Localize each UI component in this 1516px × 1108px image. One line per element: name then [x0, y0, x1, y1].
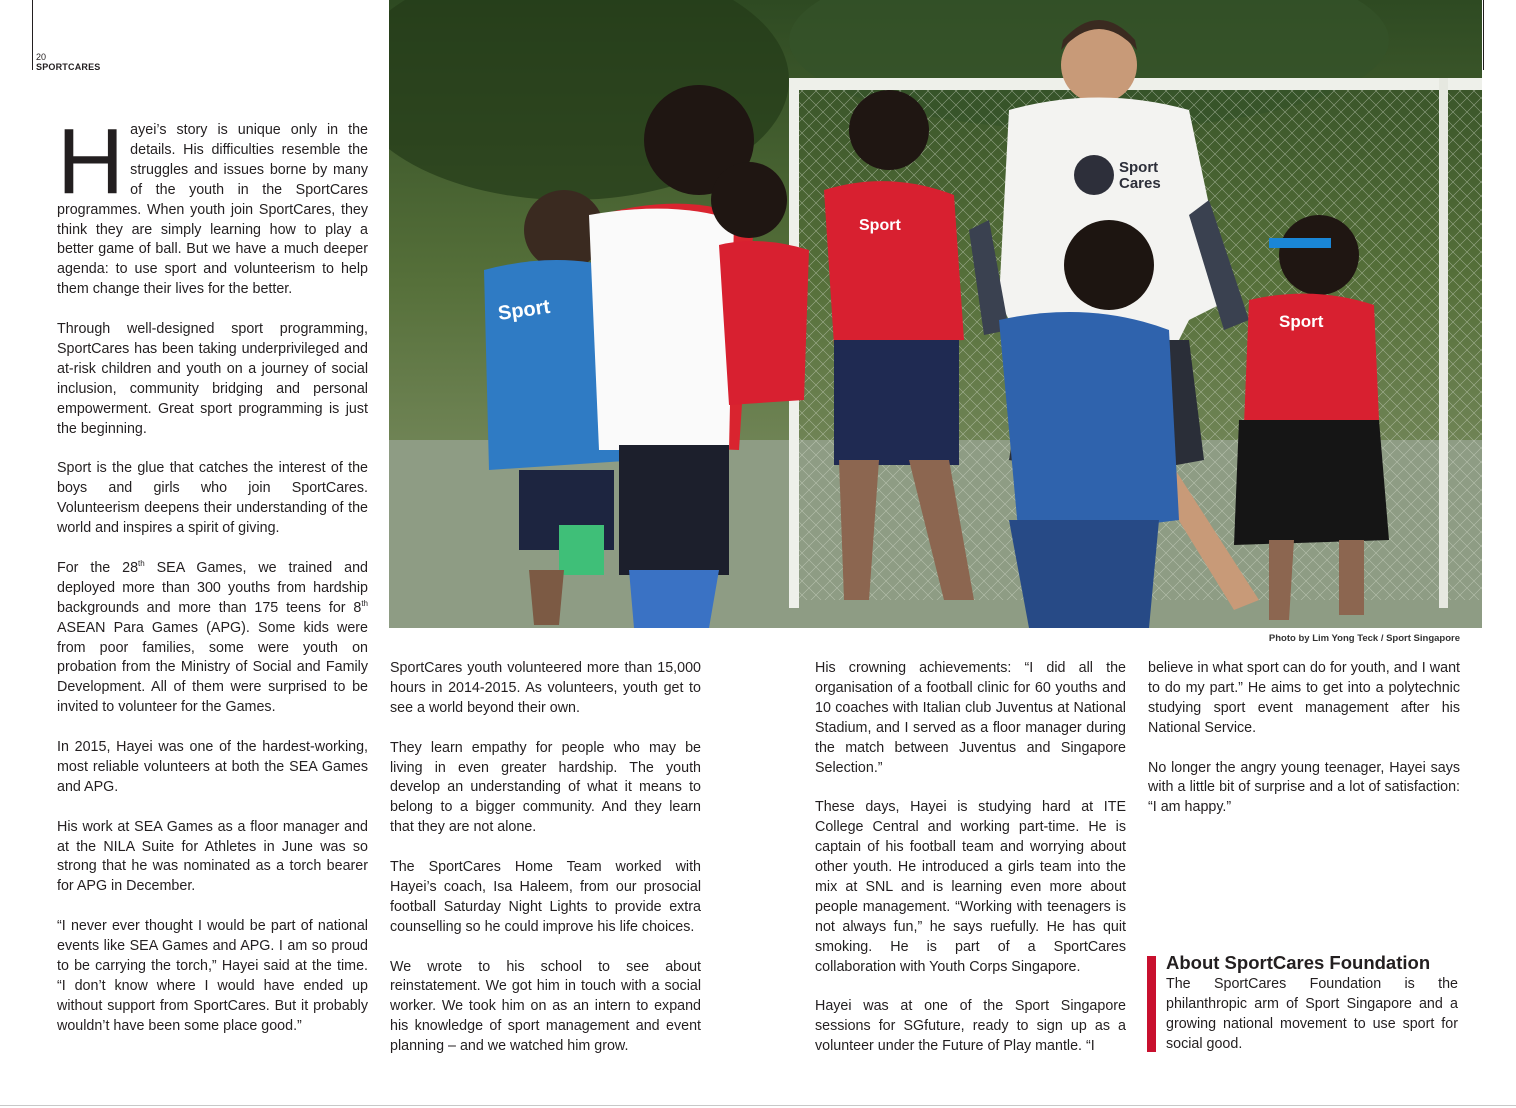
- shirt-text-blue: Sport: [496, 295, 552, 325]
- svg-text:Sport: Sport: [859, 217, 901, 234]
- article-column-3: [815, 659, 1126, 1077]
- about-body: The SportCares Foundation is the philanthropic arm of Sport Singapore and a growing national movement to use sport for social good.: [1166, 976, 1458, 1052]
- soccer-photo: [389, 0, 1482, 628]
- paragraph: In 2015, Hayei was one of the hardest-working, most reliable volunteers at both the SEA Games and APG.: [57, 739, 368, 795]
- section-name-left: SPORTCARES: [36, 62, 101, 72]
- shirt-text-coach-1: Sport: [1119, 159, 1159, 176]
- page-edge-right: [1483, 0, 1484, 70]
- page-edge-left: [32, 0, 33, 70]
- article-column-1: [57, 109, 368, 1056]
- shirt-text-red: Sport: [1279, 312, 1324, 331]
- about-heading: About SportCares Foundation: [1166, 952, 1431, 973]
- photo-credit: Photo by Lim Yong Teck / Sport Singapore: [1268, 633, 1460, 644]
- paragraph: No longer the angry young teenager, Hayei says with a little bit of surprise and a lot of satisfaction: “I am happy.”: [1148, 759, 1460, 816]
- paragraph: believe in what sport can do for youth, and I want to do my part.” He aims to get into a polytechnic studying sport event management after his National Service.: [1148, 660, 1460, 736]
- paragraph: Sport is the glue that catches the interest of the boys and girls who join SportCares. Volunteerism deepens their understanding of the world and inspires a spirit of giving.: [57, 460, 368, 537]
- shirt-text-coach-2: Cares: [1119, 175, 1161, 192]
- article-column-4: [1148, 659, 1460, 838]
- paragraph: For the 28th SEA Games, we trained and deployed more than 300 youths from hardship backgrounds and more than 175 teens for 8th ASEAN Para Games (APG). Some kids were from poor families, some were youth on probation from the Ministry of Social and Family Development. All of them were surprised to be invited to volunteer for the Games.: [57, 559, 368, 716]
- article-column-2: [390, 659, 701, 1077]
- paragraph: The SportCares Home Team worked with Hayei’s coach, Isa Haleem, from our prosocial football Saturday Night Lights to provide extra counselling so he could improve his life choices.: [390, 859, 701, 935]
- paragraph: They learn empathy for people who may be living in even greater hardship. The youth develop an understanding of what it means to belong to a bigger community. And they learn that they are not alone.: [390, 739, 701, 836]
- about-box: [1147, 952, 1459, 1052]
- paragraph: We wrote to his school to see about reinstatement. We got him in touch with a social worker. We took him on as an intern to expand his knowledge of sport management and event planning – and we watched him grow.: [390, 958, 701, 1055]
- paragraph: His work at SEA Games as a floor manager and at the NILA Suite for Athletes in June was so strong that he was nominated as a torch bearer for APG in December.: [57, 818, 368, 895]
- folio-left: [36, 52, 101, 72]
- paragraph: “I never ever thought I would be part of national events like SEA Games and APG. I am so proud to be carrying the torch,” Hayei said at the time. “I don’t know where I would have ended up without support from SportCares. But it probably wouldn’t have been some place good.”: [57, 918, 368, 1034]
- accent-bar: [1147, 956, 1156, 1052]
- paragraph: His crowning achievements: “I did all the organisation of a football clinic for 60 youths and 10 coaches with Italian club Juventus at National Stadium, and I served as a floor manager during the match between Juventus and Singapore Selection.”: [815, 660, 1126, 776]
- paragraph: Hayei was at one of the Sport Singapore sessions for SGfuture, ready to sign up as a volunteer under the Future of Play mantle. “I: [815, 998, 1126, 1055]
- paragraph: These days, Hayei is studying hard at ITE College Central and working part-time. He is captain of his football team and worrying about other youth. He introduced a girls team into the mix at SNL and is learning even more about people management. “Working with teenagers is not always fun,” he says ruefully. He has quit smoking. He is part of a SportCares collaboration with Youth Corps Singapore.: [815, 799, 1126, 975]
- drop-cap: H: [57, 109, 123, 213]
- paragraph: SportCares youth volunteered more than 15,000 hours in 2014-2015. As volunteers, youth get to see a world beyond their own.: [390, 660, 701, 716]
- paragraph: Through well-designed sport programming, SportCares has been taking underprivileged and at-risk children and youth on a journey of social inclusion, community bridging and personal empowerment. Great sport programming is just the beginning.: [57, 321, 368, 437]
- page-number-left: 20: [36, 52, 47, 62]
- paragraph: Hayei’s story is unique only in the details. His difficulties resemble the struggles and issues borne by many of the youth in the SportCares programmes. When youth join SportCares, they think they are simply learning how to play a better game of ball. But we have a much deeper agenda: to use sport and volunteerism to help them change their lives for the better.: [57, 109, 368, 298]
- bottom-rule: [0, 1105, 1516, 1106]
